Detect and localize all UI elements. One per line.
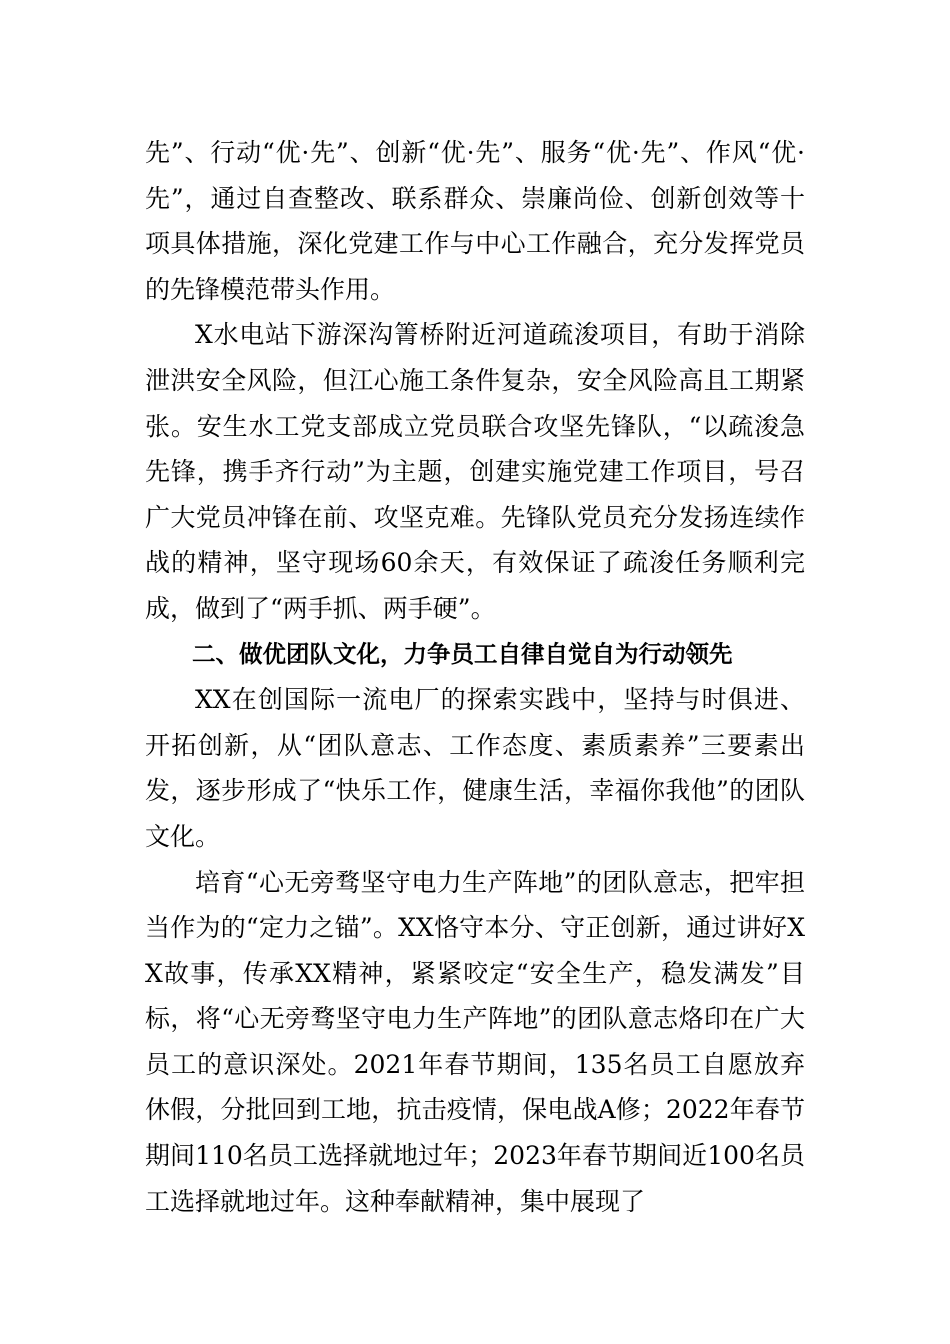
section-heading-team-culture: 二、做优团队文化，力争员工自律自觉自为行动领先 xyxy=(192,639,733,668)
paragraph-continued: 先”、行动“优·先”、创新“优·先”、服务“优·先”、作风“优·先”，通过自查整改、联系群众、崇廉尚俭、创新创效等十项具体措施，深化党建工作与中心工作融合，充分发挥党员的先锋模范带头作用。 xyxy=(145,138,805,304)
document-body xyxy=(145,130,805,1224)
paragraph-team-will: 培育“心无旁骛坚守电力生产阵地”的团队意志，把牢担当作为的“定力之锚”。XX恪守本分、守正创新，通过讲好XX故事，传承XX精神，紧紧咬定“安全生产，稳发满发”目标，将“心无旁骛坚守电力生产阵地”的团队意志烙印在广大员工的意识深处。2021年春节期间，135名员工自愿放弃休假，分批回到工地，抗击疫情，保电战A修；2022年春节期间110名员工选择就地过年；2023年春节期间近100名员工选择就地过年。这种奉献精神，集中展现了 xyxy=(145,867,805,1216)
paragraph-dredging-project: X水电站下游深沟箐桥附近河道疏浚项目，有助于消除泄洪安全风险，但江心施工条件复杂，安全风险高且工期紧张。安生水工党支部成立党员联合攻坚先锋队，“以疏浚急先锋，携手齐行动”为主题，创建实施党建工作项目，号召广大党员冲锋在前、攻坚克难。先锋队党员充分发扬连续作战的精神，坚守现场60余天，有效保证了疏浚任务顺利完成，做到了“两手抓、两手硬”。 xyxy=(145,320,805,623)
paragraph-team-culture: XX在创国际一流电厂的探索实践中，坚持与时俱进、开拓创新，从“团队意志、工作态度、素质素养”三要素出发，逐步形成了“快乐工作，健康生活，幸福你我他”的团队文化。 xyxy=(145,685,805,851)
